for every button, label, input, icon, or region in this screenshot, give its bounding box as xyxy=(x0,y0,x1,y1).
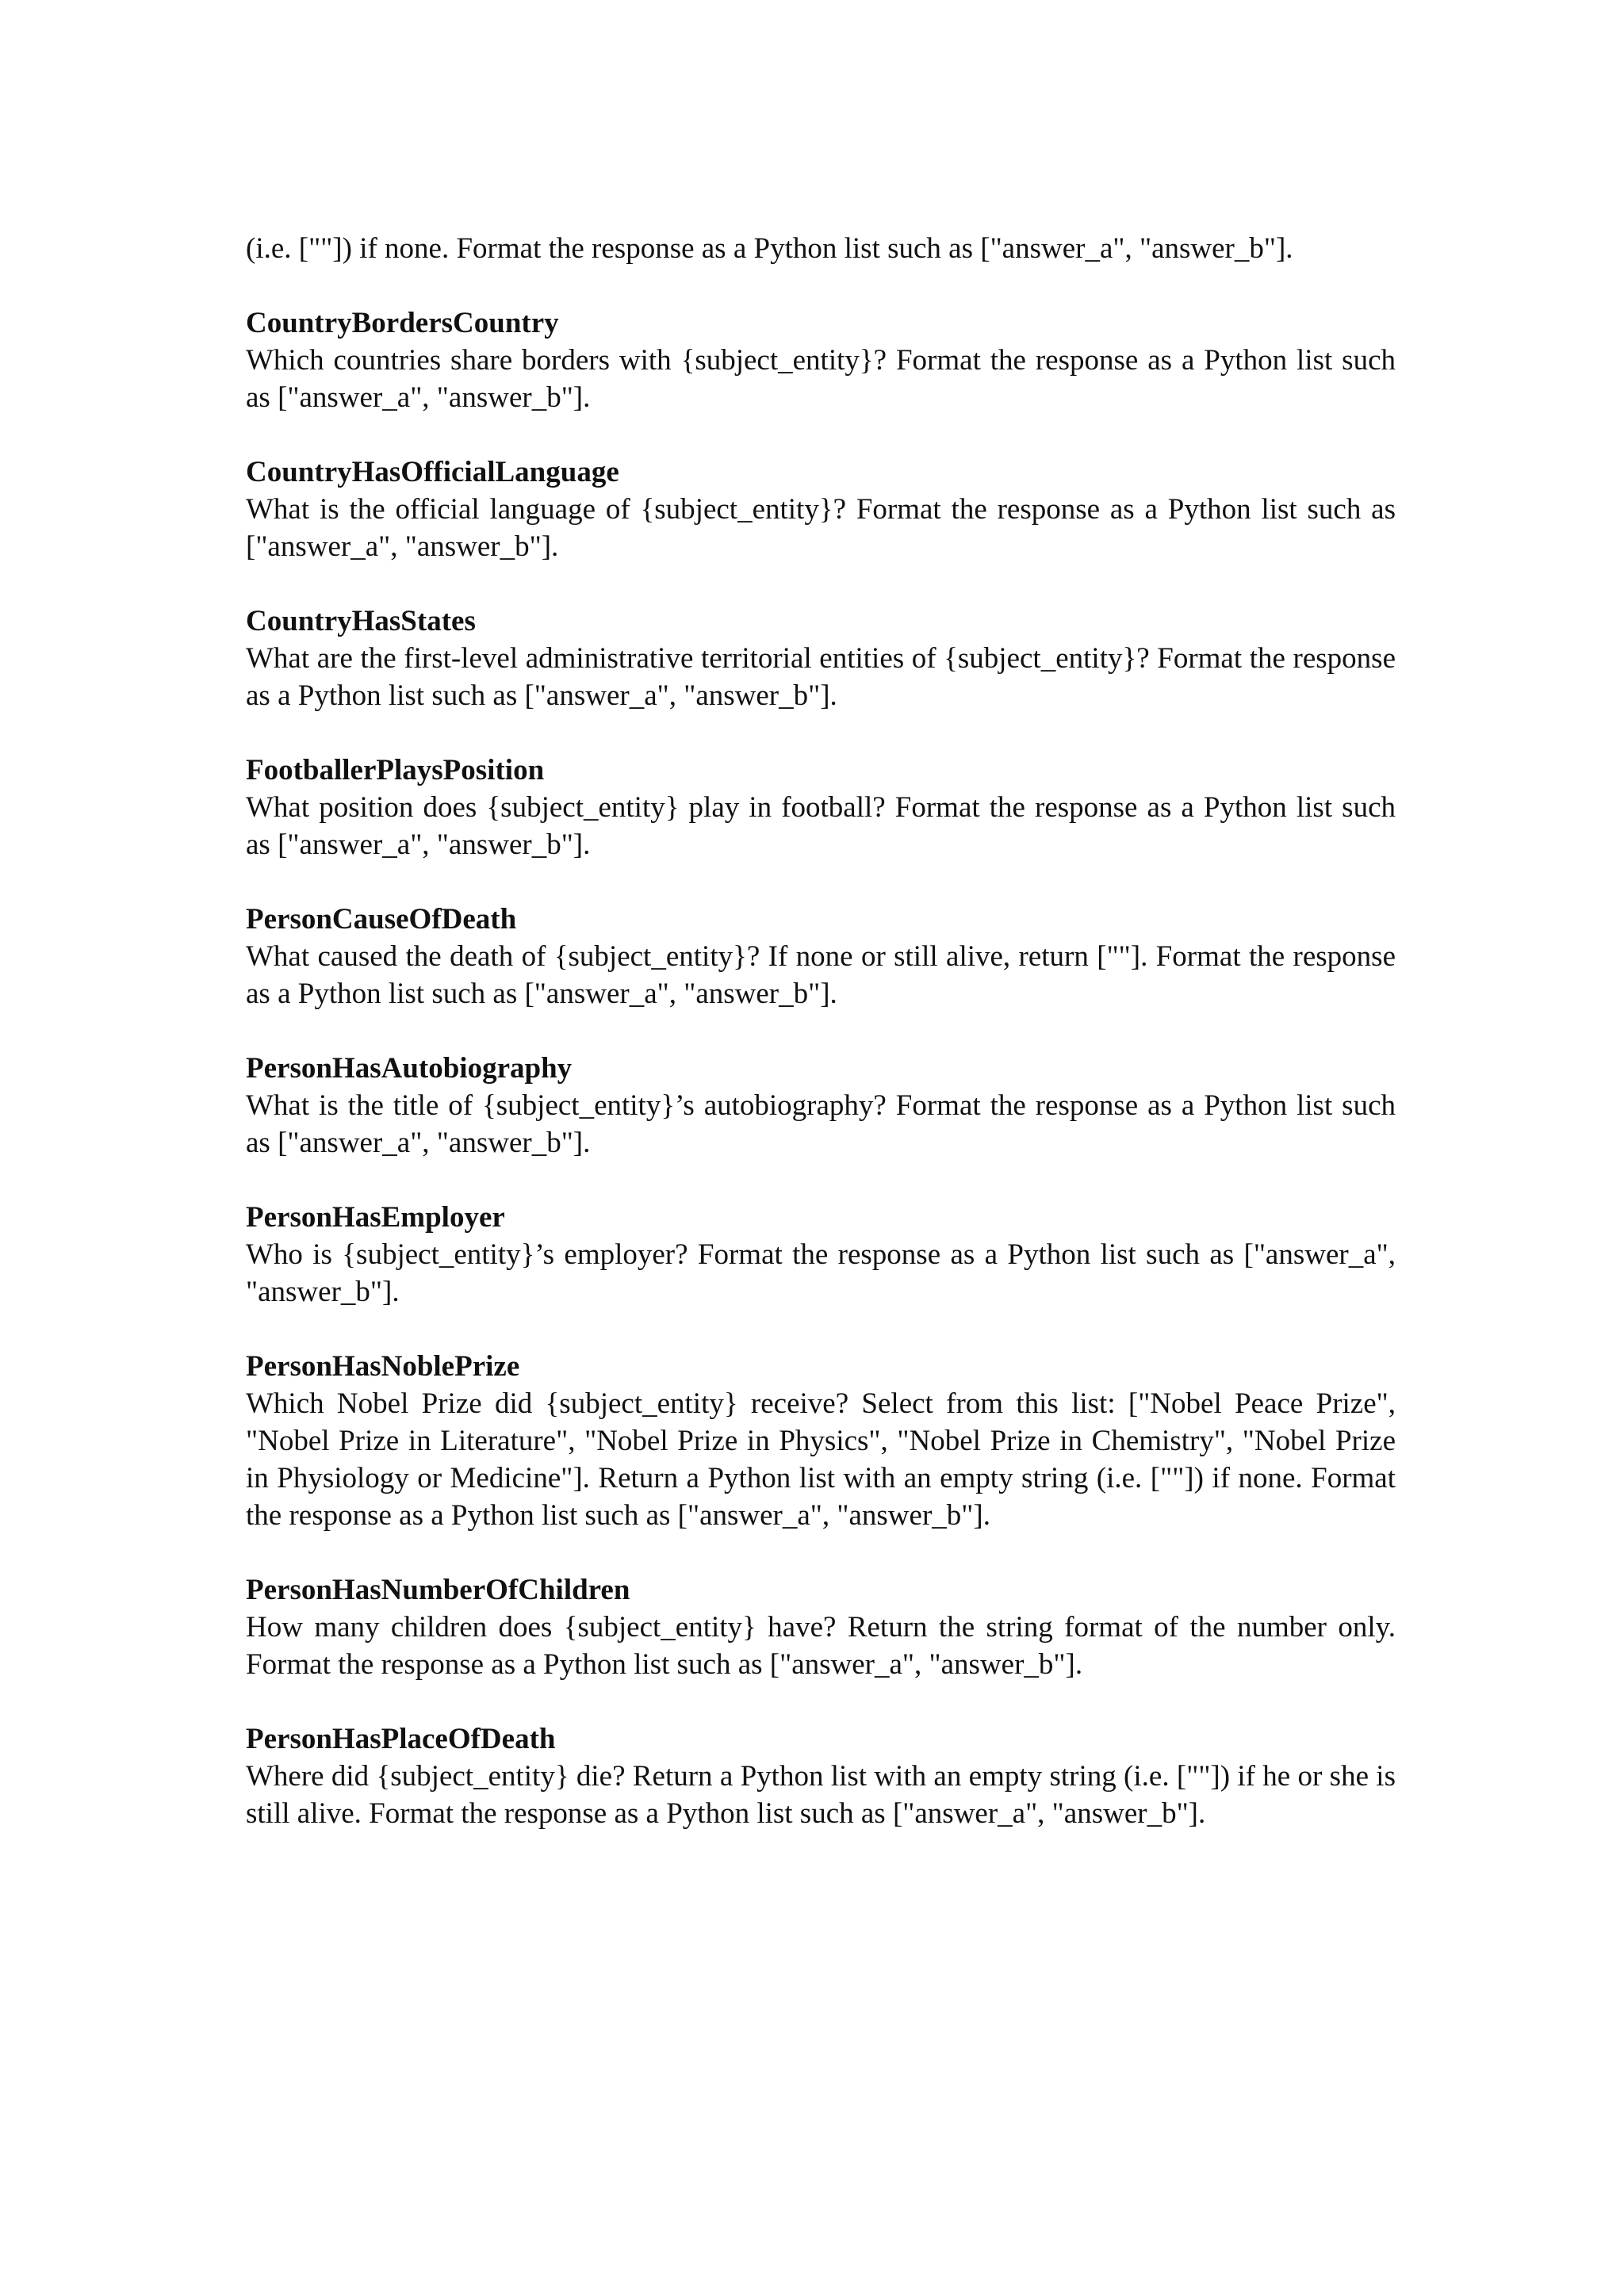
entry-body: Which Nobel Prize did {subject_entity} receive? Select from this list: ["Nobel Peace Prize", "Nobel Prize in Literature", "Nobel Prize in Physics", "Nobel Prize in Chemistry", "Nobel Prize in Physiology or Medicine"]. Return a Python list with an empty string (i.e. [""]) if none. Format the response as a Python list such as ["answer_a", "answer_b"]. xyxy=(246,1387,1396,1532)
entry-body: Which countries share borders with {subject_entity}? Format the response as a Python list such as ["answer_a", "answer_b"]. xyxy=(246,344,1396,414)
entry-title: FootballerPlaysPosition xyxy=(246,754,545,786)
entry-body: What are the first-level administrative territorial entities of {subject_entity}? Format the response as a Python list such as ["answer_a", "answer_b"]. xyxy=(246,642,1396,712)
document-page xyxy=(246,230,1396,1832)
entry-title: PersonCauseOfDeath xyxy=(246,903,517,936)
entry-title: CountryHasStates xyxy=(246,605,476,637)
entry-body: Who is {subject_entity}’s employer? Format the response as a Python list such as ["answer_a", "answer_b"]. xyxy=(246,1238,1396,1308)
entry-body: What caused the death of {subject_entity}? If none or still alive, return [""]. Format the response as a Python list such as ["answer_a", "answer_b"]. xyxy=(246,940,1396,1010)
entry-title: PersonHasEmployer xyxy=(246,1201,505,1234)
entry-body: Where did {subject_entity} die? Return a Python list with an empty string (i.e. [""]) if he or she is still alive. Format the response as a Python list such as ["answer_a", "answer_b"]. xyxy=(246,1760,1396,1830)
intro-paragraph: (i.e. [""]) if none. Format the response as a Python list such as ["answer_a", "answer_b"]. xyxy=(246,232,1293,265)
entry-title: CountryBordersCountry xyxy=(246,307,559,339)
prompt-entry-country-borders-country xyxy=(246,304,1396,416)
entry-title: PersonHasNumberOfChildren xyxy=(246,1574,630,1606)
entry-title: PersonHasPlaceOfDeath xyxy=(246,1723,556,1755)
prompt-entry-person-has-employer xyxy=(246,1199,1396,1311)
entry-title: PersonHasAutobiography xyxy=(246,1052,573,1085)
prompt-entry-person-has-noble-prize xyxy=(246,1348,1396,1534)
prompt-entry-footballer-plays-position xyxy=(246,752,1396,863)
prompt-entry-person-has-place-of-death xyxy=(246,1720,1396,1832)
entry-body: What is the official language of {subject_entity}? Format the response as a Python list such as ["answer_a", "answer_b"]. xyxy=(246,493,1396,563)
prompt-entry-person-has-number-of-children xyxy=(246,1571,1396,1683)
entry-body: How many children does {subject_entity} have? Return the string format of the number only. Format the response as a Python list such as ["answer_a", "answer_b"]. xyxy=(246,1611,1396,1681)
prompt-entry-country-has-official-language xyxy=(246,453,1396,565)
prompt-entry-person-cause-of-death xyxy=(246,901,1396,1012)
entry-body: What position does {subject_entity} play in football? Format the response as a Python list such as ["answer_a", "answer_b"]. xyxy=(246,791,1396,861)
entry-title: CountryHasOfficialLanguage xyxy=(246,456,619,488)
prompt-entry-country-has-states xyxy=(246,603,1396,714)
prompt-entry-person-has-autobiography xyxy=(246,1050,1396,1161)
entry-body: What is the title of {subject_entity}’s autobiography? Format the response as a Python list such as ["answer_a", "answer_b"]. xyxy=(246,1089,1396,1159)
entry-title: PersonHasNoblePrize xyxy=(246,1350,520,1383)
